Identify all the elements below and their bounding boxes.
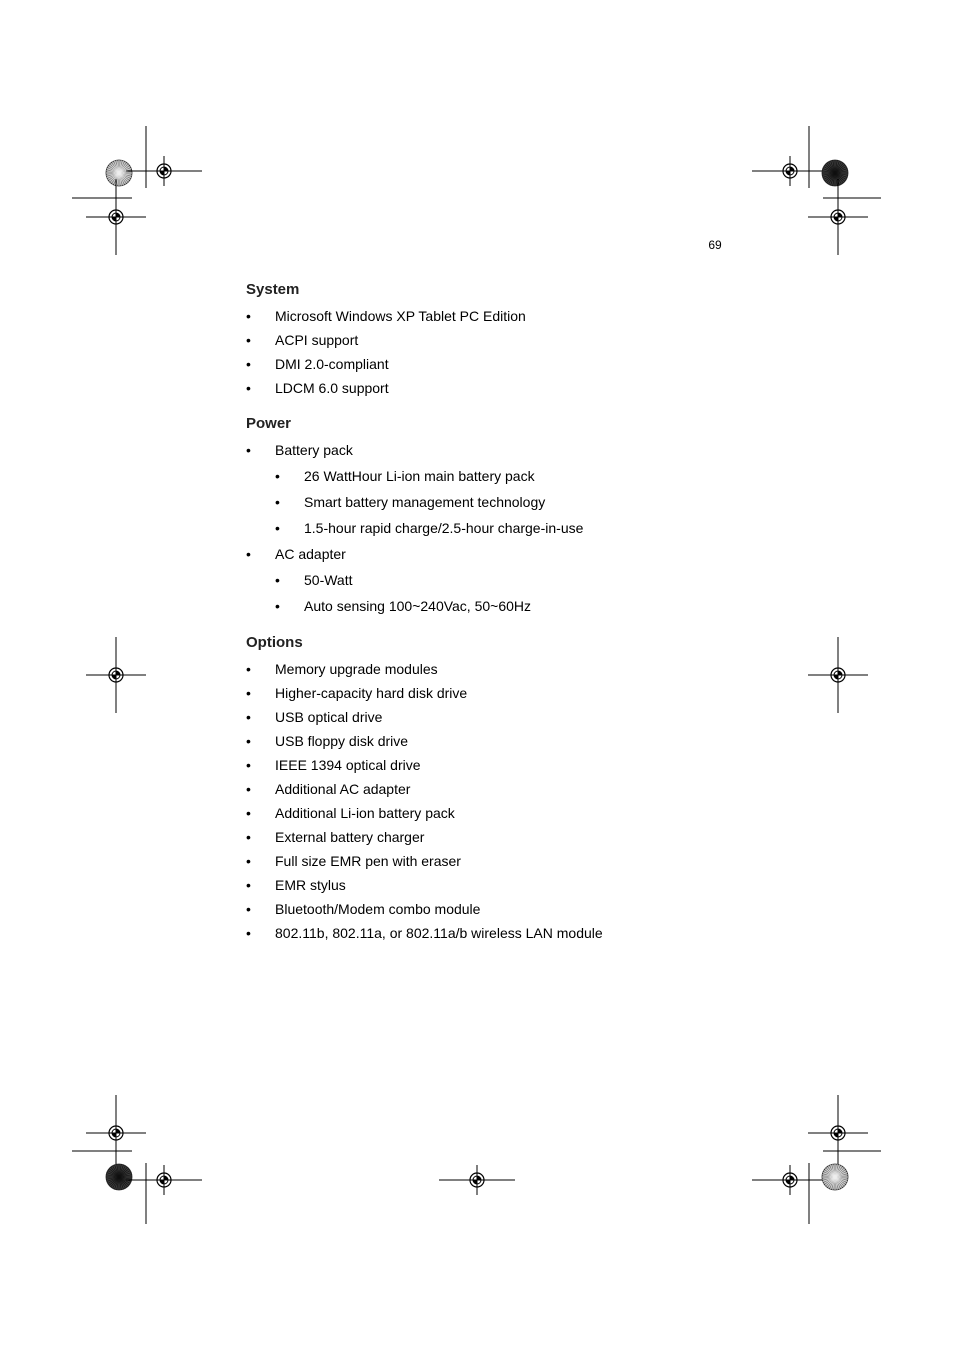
bullet-icon: • [275,520,280,536]
sub-list-item: • 50-Watt [275,567,806,593]
registration-target-icon [752,156,828,186]
starburst-icon [822,160,848,186]
bullet-icon: • [246,546,251,562]
bullet-icon: • [246,356,251,372]
bullet-icon: • [275,572,280,588]
registration-target-icon [126,156,202,186]
bullet-icon: • [246,332,251,348]
bullet-icon: • [246,925,251,941]
registration-target-icon [86,1095,146,1171]
list-item: • USB optical drive [246,705,806,729]
list-item: • DMI 2.0-compliant [246,352,806,376]
sub-list-item: • Auto sensing 100~240Vac, 50~60Hz [275,593,806,619]
system-list [246,304,806,400]
section-power [246,413,806,619]
bullet-icon: • [246,685,251,701]
list-item: • EMR stylus [246,873,806,897]
section-heading-power: Power [246,415,292,432]
page-number: 69 [708,238,722,252]
bullet-icon: • [246,853,251,869]
starburst-icon [106,1164,132,1190]
list-item: • Higher-capacity hard disk drive [246,681,806,705]
section-heading-options: Options [246,634,303,651]
battery-pack-sublist [275,463,806,541]
spec-content [246,279,806,945]
list-item: • Microsoft Windows XP Tablet PC Edition [246,304,806,328]
registration-target-icon [808,179,868,255]
list-item: • USB floppy disk drive [246,729,806,753]
registration-target-icon [808,1095,868,1171]
bullet-icon: • [275,468,280,484]
registration-target-icon [126,1165,202,1195]
section-options [246,632,806,945]
bullet-icon: • [275,494,280,510]
sub-list-item: • 26 WattHour Li-ion main battery pack [275,463,806,489]
bullet-icon: • [246,709,251,725]
bullet-icon: • [275,598,280,614]
bullet-icon: • [246,733,251,749]
bullet-icon: • [246,442,251,458]
list-item: • External battery charger [246,825,806,849]
section-system [246,279,806,400]
list-item: • AC adapter • 50-Watt • Auto sensing 100~240Vac, 50~60Hz [246,542,806,619]
starburst-icon [822,1164,848,1190]
list-item: • Bluetooth/Modem combo module [246,897,806,921]
sub-list-item: • 1.5-hour rapid charge/2.5-hour charge-in-use [275,515,806,541]
section-heading-system: System [246,281,300,298]
ac-adapter-sublist [275,567,806,619]
options-list [246,657,806,945]
list-item: • IEEE 1394 optical drive [246,753,806,777]
list-item: • ACPI support [246,328,806,352]
starburst-icon [106,160,132,186]
registration-target-icon [86,637,146,713]
list-item: • Full size EMR pen with eraser [246,849,806,873]
bullet-icon: • [246,661,251,677]
registration-target-icon [439,1165,515,1195]
list-item: • Battery pack • 26 WattHour Li-ion main battery pack • Smart battery management technology • 1.5-hour rapid charge/2.5-hour charge-in-use [246,438,806,541]
bullet-icon: • [246,901,251,917]
bullet-icon: • [246,308,251,324]
bullet-icon: • [246,829,251,845]
power-list [246,438,806,619]
bullet-icon: • [246,757,251,773]
registration-target-icon [86,179,146,255]
list-item: • Additional AC adapter [246,777,806,801]
bullet-icon: • [246,805,251,821]
list-item: • 802.11b, 802.11a, or 802.11a/b wireless LAN module [246,921,806,945]
registration-target-icon [752,1165,828,1195]
list-item: • LDCM 6.0 support [246,376,806,400]
registration-target-icon [808,637,868,713]
bullet-icon: • [246,877,251,893]
bullet-icon: • [246,781,251,797]
sub-list-item: • Smart battery management technology [275,489,806,515]
list-item: • Additional Li-ion battery pack [246,801,806,825]
list-item: • Memory upgrade modules [246,657,806,681]
bullet-icon: • [246,380,251,396]
